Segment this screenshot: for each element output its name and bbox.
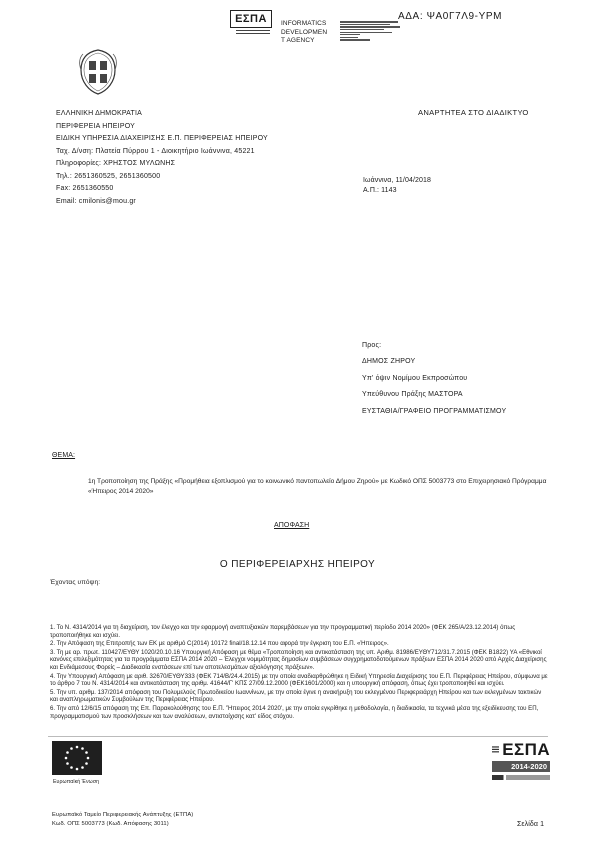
- greek-coat-of-arms-icon: [77, 48, 119, 101]
- eu-caption: Ευρωπαϊκή Ένωση: [53, 779, 100, 785]
- infosoc-line: T AGENCY: [281, 37, 315, 44]
- infosoc-line: INFORMATICS: [281, 20, 327, 27]
- consideration-item: 2. Την Απόφαση της Επιτροπής των ΕΚ με αριθμό C(2014) 10172 final/18.12.14 που αφορά την έγκριση του Ε.Π. «Ήπειρος».: [50, 640, 389, 648]
- footer-rule: [48, 736, 548, 737]
- espa-years: 2014-2020: [492, 761, 550, 772]
- recipient-line: Υπεύθυνου Πράξης ΜΑΣΤΟΡΑ: [362, 391, 463, 399]
- infosoc-block: [281, 20, 327, 46]
- espa-footer-strip: [492, 775, 550, 780]
- publish-note: ΑΝΑΡΤΗΤΕΑ ΣΤΟ ΔΙΑΔΙΚΤΥΟ: [418, 108, 529, 117]
- code-line: Κωδ. ΟΠΣ 5003773 (Κωδ. Απόφασης 3011): [52, 821, 169, 827]
- subject-text: 1η Τροποποίηση της Πράξης «Προμήθεια εξοπλισμού για το κοινωνικό παντοπωλείο Δήμου Ζηρού» με Κωδικό ΟΠΣ 5003773 στο Επιχειρησιακό Πρόγραμμα «Ήπειρος 2014 2020»: [88, 478, 547, 495]
- main-title: Ο ΠΕΡΙΦΕΡΕΙΑΡΧΗΣ ΗΠΕΙΡΟΥ: [219, 559, 376, 570]
- agency-tiny-text: [340, 20, 402, 42]
- sender-line: ΕΙΔΙΚΗ ΥΠΗΡΕΣΙΑ ΔΙΑΧΕΙΡΙΣΗΣ Ε.Π. ΠΕΡΙΦΕΡΕΙΑΣ ΗΠΕΙΡΟΥ: [56, 135, 268, 142]
- ada-code: ΑΔΑ: ΨΑ0Γ7Λ9-ΥΡΜ: [398, 11, 503, 22]
- recipient-line: ΕΥΣΤΑΘΙΑ/ΓΡΑΦΕΙΟ ΠΡΟΓΡΑΜΜΑΤΙΣΜΟΥ: [362, 407, 507, 415]
- recipient-line: Υπ' όψιν Νομίμου Εκπροσώπου: [362, 374, 468, 382]
- subject-label: ΘΕΜΑ:: [52, 452, 76, 459]
- recipient-line: ΔΗΜΟΣ ΖΗΡΟΥ: [362, 358, 416, 366]
- sender-line: Fax: 2651360550: [56, 185, 114, 192]
- fund-line: Ευρωπαϊκό Ταμείο Περιφερειακής Ανάπτυξης (ΕΤΠΑ): [52, 812, 194, 818]
- recipient-block: [362, 338, 506, 420]
- doc-info: [363, 176, 431, 196]
- consideration-item: 1. Το Ν. 4314/2014 για τη διαχείριση, τον έλεγχο και την εφαρμογή αναπτυξιακών παρεμβάσεων για την προγραμματική περίοδο 2014 2020» (ΦΕΚ 265/Α/23.12.2014) όπως τροποποιήθηκε και ισχύει.: [50, 624, 516, 639]
- sender-line: Email: cmilonis@mou.gr: [56, 197, 136, 205]
- eu-flag-icon: [52, 741, 102, 780]
- consideration-item: 5. Την υπ. αριθμ. 137/2014 απόφαση του Πολυμελούς Πρωτοδικείου Ιωαννίνων, με την οποία έγινε η ανακήρυξη του εκλεγμένου Περιφερειάρχη Ηπείρου και των εκλεγμένων τακτικών και αναπληρωματικών Συμβούλων της Περιφέρειας Ηπείρου.: [50, 688, 542, 704]
- decision-label: ΑΠΟΦΑΣΗ: [274, 522, 310, 529]
- sender-block: [56, 108, 268, 208]
- doc-date: Ιωάννινα, 11/04/2018: [363, 177, 431, 184]
- infosoc-line: DEVELOPMEN: [281, 28, 328, 36]
- sender-line: Πληροφορίες: ΧΡΗΣΤΟΣ ΜΥΛΩΝΗΣ: [56, 160, 176, 167]
- intro-text: Έχοντας υπόψη:: [50, 579, 101, 586]
- espa-footer-logo: [492, 741, 550, 785]
- doc-protocol: Α.Π.: 1143: [363, 187, 397, 194]
- consideration-item: 6. Την από 12/6/15 απόφαση της Επ. Παρακολούθησης του Ε.Π. 'Ήπειρος 2014 2020', με την οποία εγκρίθηκε η μεθοδολογία, η διαδικασία, τα τεχνικά μέσα της εξειδίκευσης του ΕΠ, προγραμματισμού των προσκλήσεων και των αναλύσεων, αντιστοίχισης κατ' είδος στόχου.: [50, 704, 539, 720]
- page-number: Σελίδα 1: [517, 821, 545, 828]
- sender-line: ΕΛΛΗΝΙΚΗ ΔΗΜΟΚΡΑΤΙΑ: [56, 110, 143, 117]
- espa-footer-logo-text: ΕΣΠΑ: [502, 740, 550, 759]
- considerations-list: [50, 624, 548, 720]
- consideration-item: 3. Τη με αρ. πρωτ. 110427/ΕΥΘΥ 1020/20.10.16 Υπουργική Απόφαση με θέμα «Τροποποίηση και αντικατάσταση της υπ. Αριθμ. 81986/ΕΥΘΥ712/31.7.2015 (ΦΕΚ Β1822) ΥΑ «Εθνικοί κανόνες επιλεξιμότητας για τα προγράμματα ΕΣΠΑ 2014 2020 – Έλεγχοι νομιμότητας δημοσίων συμβάσεων συγχρηματοδοτούμενων πράξεων ΕΣΠΑ 2014 2020 από Αρχές Διαχείρισης και Ενδιάμεσους Φορείς – Διαδικασία ενστάσεων επί των αποτελεσμάτων αξιολόγησης πράξεων».: [50, 648, 547, 671]
- espa-logo-underline: [236, 30, 270, 36]
- sender-line: Τηλ.: 2651360525, 2651360500: [56, 172, 161, 180]
- sender-line: Ταχ. Δ/νση: Πλατεία Πύρρου 1 - Διοικητήριο Ιωάννινα, 45221: [56, 147, 255, 155]
- recipient-label: Προς:: [362, 342, 382, 349]
- consideration-item: 4. Την Υπουργική Απόφαση με αριθ. 32670/ΕΥΘΥ333 (ΦΕΚ 714/Β/24.4.2015) με την οποία αναδιαρθρώθηκε η Ειδική Υπηρεσία Διαχείρισης του Ε.Π. Περιφέρειας Ηπείρου, σύμφωνα με το άρθρο 7 του Ν. 4314/2014 και αντικατάσταση της αριθμ. 41644/Γ' ΚΠΣ 27/09.12.2000 (ΦΕΚ1601/2000) και η υπουργική απόφαση, όπως έχει τροποποιηθεί και ισχύει.: [50, 672, 548, 688]
- espa-logo: [230, 10, 272, 28]
- espa-logo-text: ΕΣΠΑ: [235, 13, 267, 25]
- sender-line: ΠΕΡΙΦΕΡΕΙΑ ΗΠΕΙΡΟΥ: [56, 122, 135, 130]
- espa-mark-icon: [492, 743, 499, 757]
